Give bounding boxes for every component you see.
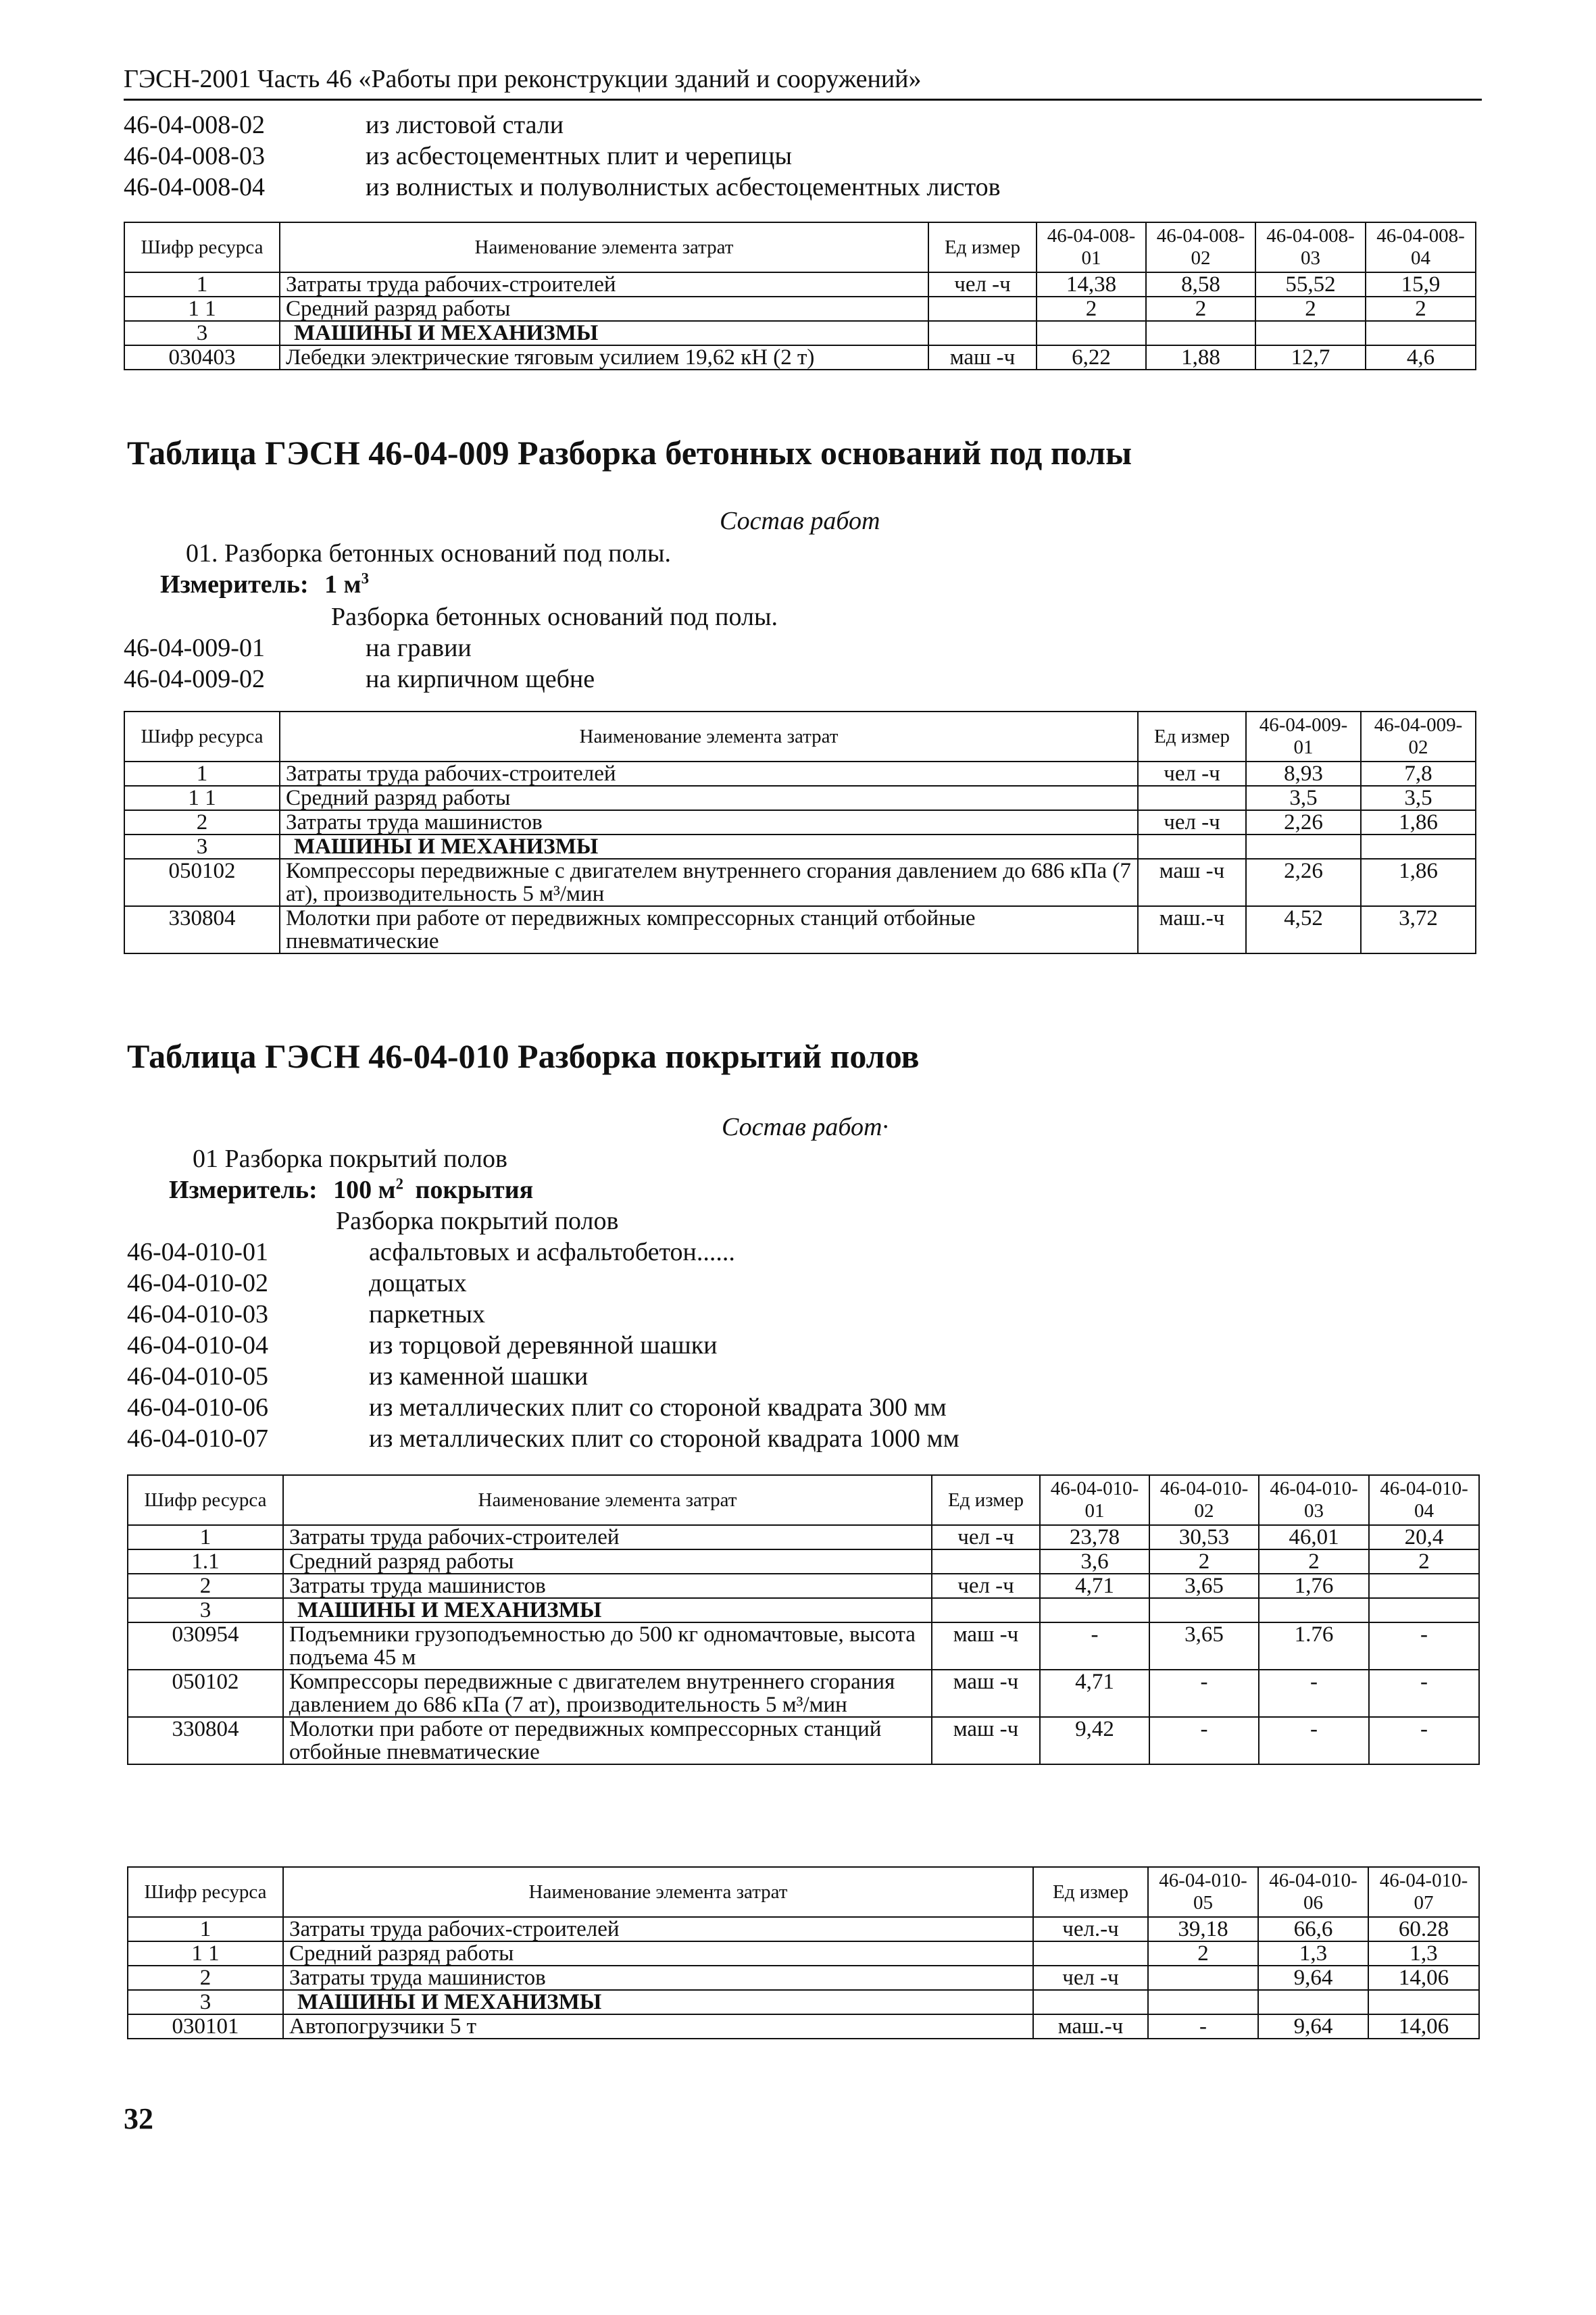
cell-value: 14,38 [1037,272,1146,297]
group-title: Разборка бетонных оснований под полы. [331,603,778,631]
cell-value: - [1369,1717,1479,1764]
cell-value: 1.76 [1259,1622,1369,1670]
cell-unit [1138,786,1246,810]
table-row [128,1549,1479,1574]
col-header-unit: Ед измер [932,1475,1040,1525]
cell-name: МАШИНЫ И МЕХАНИЗМЫ [280,321,928,345]
cell-value: 60.28 [1368,1917,1479,1941]
col-header-norm: 46-04-009-02 [1361,712,1476,762]
col-header-norm: 46-04-010-03 [1259,1475,1369,1525]
composition-item: 01. Разборка бетонных оснований под полы. [186,539,671,568]
measure-line [169,1174,533,1205]
col-header-norm: 46-04-008-04 [1366,222,1476,272]
cell-unit: чел -ч [932,1525,1040,1549]
cell-value: - [1259,1670,1369,1717]
code-row [124,109,1001,141]
cell-unit: чел -ч [928,272,1037,297]
cell-value: - [1369,1670,1479,1717]
code-text: из асбестоцементных плит и черепицы [366,142,793,170]
cell-unit: маш.-ч [1033,2014,1148,2039]
cell-value: - [1149,1670,1259,1717]
cell-value: 4,71 [1040,1574,1149,1598]
cell-value: 8,58 [1146,272,1255,297]
cell-value: - [1259,1717,1369,1764]
cell-code: 3 [128,1598,283,1622]
col-header-norm: 46-04-008-02 [1146,222,1255,272]
code-text: из листовой стали [366,111,564,139]
cell-name: Затраты труда рабочих-строителей [280,272,928,297]
code-row [127,1330,959,1361]
code-row [127,1361,959,1392]
measure-sup: 2 [395,1175,403,1193]
section-title-009: Таблица ГЭСН 46-04-009 Разборка бетонных оснований под полы [127,434,1132,472]
table-row [124,762,1476,786]
cell-unit: чел -ч [932,1574,1040,1598]
cell-value [1149,1598,1259,1622]
cell-code: 050102 [124,859,280,906]
cell-code: 1 [128,1917,283,1941]
col-header-code: Шифр ресурса [128,1867,283,1917]
code-row [127,1237,959,1268]
table-row [128,1717,1479,1764]
resource-table-010-a [127,1474,1480,1765]
col-header-code: Шифр ресурса [124,222,280,272]
cell-value: 20,4 [1369,1525,1479,1549]
table-row [124,859,1476,906]
cell-code: 030954 [128,1622,283,1670]
col-header-norm: 46-04-010-02 [1149,1475,1259,1525]
code-text: на кирпичном щебне [366,665,595,693]
cell-value: 4,6 [1366,345,1476,370]
cell-value: 2 [1037,297,1146,321]
cell-value: 3,5 [1361,786,1476,810]
cell-name: Средний разряд работы [283,1549,932,1574]
code-row [124,141,1001,172]
cell-name: Затраты труда рабочих-строителей [280,762,1138,786]
cell-value: 9,64 [1258,1966,1368,1990]
cell-unit: маш -ч [932,1717,1040,1764]
cell-code: 330804 [128,1717,283,1764]
code-label: 46-04-008-04 [124,173,265,201]
cell-name: МАШИНЫ И МЕХАНИЗМЫ [283,1598,932,1622]
col-header-name: Наименование элемента затрат [280,222,928,272]
cell-value: 1,76 [1259,1574,1369,1598]
code-text: на гравии [366,634,472,662]
col-header-name: Наименование элемента затрат [283,1475,932,1525]
table-row [124,345,1476,370]
cell-value [1259,1598,1369,1622]
code-label: 46-04-009-02 [124,665,265,693]
cell-name: Компрессоры передвижные с двигателем внутреннего сгорания давлением до 686 кПа (7 ат), производительность 5 м³/мин [280,859,1138,906]
cell-value [1258,1990,1368,2014]
cell-value: 2 [1366,297,1476,321]
measure-sup: 3 [361,570,369,587]
cell-value: 9,64 [1258,2014,1368,2039]
cell-name: Затраты труда рабочих-строителей [283,1525,932,1549]
cell-code: 1 1 [128,1941,283,1966]
cell-value: 6,22 [1037,345,1146,370]
cell-value: 2 [1148,1941,1258,1966]
cell-value: 1,86 [1361,810,1476,835]
code-label: 46-04-008-02 [124,111,265,139]
cell-name: МАШИНЫ И МЕХАНИЗМЫ [280,835,1138,859]
cell-value: 1,88 [1146,345,1255,370]
cell-unit: маш.-ч [1138,906,1246,953]
cell-name: Лебедки электрические тяговым усилием 19,62 кН (2 т) [280,345,928,370]
col-header-code: Шифр ресурса [128,1475,283,1525]
cell-value [1366,321,1476,345]
table-row [128,1525,1479,1549]
cell-value: 8,93 [1246,762,1361,786]
code-row [127,1392,959,1423]
code-label: 46-04-009-01 [124,634,265,662]
cell-value: 66,6 [1258,1917,1368,1941]
code-row [127,1268,959,1299]
code-text: дощатых [369,1269,467,1297]
code-text: из волнистых и полуволнистых асбестоцементных листов [366,173,1001,201]
cell-unit [932,1549,1040,1574]
cell-name: Средний разряд работы [280,297,928,321]
cell-value: 2 [1146,297,1255,321]
col-header-code: Шифр ресурса [124,712,280,762]
code-label: 46-04-010-07 [127,1424,268,1453]
code-row [124,664,595,695]
cell-value [1146,321,1255,345]
cell-unit [1138,835,1246,859]
cell-unit: маш -ч [932,1670,1040,1717]
cell-value: 9,42 [1040,1717,1149,1764]
table-row [124,272,1476,297]
table-row [128,1574,1479,1598]
cell-value: 3,6 [1040,1549,1149,1574]
cell-value: 2,26 [1246,859,1361,906]
cell-name: Затраты труда машинистов [283,1966,1033,1990]
cell-value: 1,86 [1361,859,1476,906]
cell-value: 3,65 [1149,1574,1259,1598]
cell-value [1255,321,1366,345]
col-header-norm: 46-04-010-07 [1368,1867,1479,1917]
table-row [128,1990,1479,2014]
table-row [128,1622,1479,1670]
cell-name: Затраты труда рабочих-строителей [283,1917,1033,1941]
measure-tail: покрытия [415,1176,534,1204]
cell-unit [928,321,1037,345]
code-text: из торцовой деревянной шашки [369,1331,718,1360]
code-row [124,632,595,664]
cell-value: 1,3 [1258,1941,1368,1966]
cell-value: 3,65 [1149,1622,1259,1670]
cell-code: 1 [124,762,280,786]
section-title-010: Таблица ГЭСН 46-04-010 Разборка покрытий полов [127,1037,920,1075]
cell-value [1148,1966,1258,1990]
codes-list-008 [124,109,1001,203]
cell-value [1369,1598,1479,1622]
cell-name: Молотки при работе от передвижных компрессорных станций отбойные пневматические [283,1717,932,1764]
cell-value [1040,1598,1149,1622]
resource-table-009 [124,711,1476,954]
code-label: 46-04-010-01 [127,1238,268,1266]
col-header-norm: 46-04-010-01 [1040,1475,1149,1525]
cell-unit [1033,1990,1148,2014]
cell-value: 2 [1369,1549,1479,1574]
cell-code: 3 [128,1990,283,2014]
table-row [124,906,1476,953]
cell-name: Средний разряд работы [283,1941,1033,1966]
cell-unit: маш -ч [928,345,1037,370]
cell-value: 55,52 [1255,272,1366,297]
cell-unit: чел.-ч [1033,1917,1148,1941]
table-row [124,321,1476,345]
table-header-row [124,222,1476,272]
cell-value: 30,53 [1149,1525,1259,1549]
running-header: ГЭСН-2001 Часть 46 «Работы при реконструкции зданий и сооружений» [124,62,1482,101]
cell-name: Молотки при работе от передвижных компрессорных станций отбойные пневматические [280,906,1138,953]
measure-value: 100 м [333,1176,396,1204]
cell-unit [1033,1941,1148,1966]
resource-table-010-b [127,1866,1480,2039]
col-header-norm: 46-04-009-01 [1246,712,1361,762]
cell-code: 030403 [124,345,280,370]
code-text: из металлических плит со стороной квадрата 1000 мм [369,1424,959,1453]
cell-name: Автопогрузчики 5 т [283,2014,1033,2039]
measure-label: Измеритель: [160,570,309,599]
cell-code: 3 [124,321,280,345]
code-row [127,1423,959,1454]
cell-value [1148,1990,1258,2014]
resource-table-008 [124,222,1476,370]
cell-value: 7,8 [1361,762,1476,786]
cell-value: - [1040,1622,1149,1670]
cell-value [1368,1990,1479,2014]
cell-code: 330804 [124,906,280,953]
codes-list-009 [124,632,595,695]
cell-code: 1 [128,1525,283,1549]
cell-name: МАШИНЫ И МЕХАНИЗМЫ [283,1990,1033,2014]
cell-value: 3,72 [1361,906,1476,953]
code-label: 46-04-010-05 [127,1362,268,1391]
code-label: 46-04-010-04 [127,1331,268,1360]
cell-value [1369,1574,1479,1598]
cell-name: Средний разряд работы [280,786,1138,810]
cell-name: Затраты труда машинистов [283,1574,932,1598]
cell-value [1246,835,1361,859]
measure-value: 1 м [324,570,361,599]
composition-item: 01 Разборка покрытий полов [193,1145,507,1173]
cell-value: 2 [1149,1549,1259,1574]
code-text: асфальтовых и асфальтобетон...... [369,1238,735,1266]
code-row [124,172,1001,203]
cell-value: 15,9 [1366,272,1476,297]
code-label: 46-04-010-03 [127,1300,268,1328]
col-header-name: Наименование элемента затрат [280,712,1138,762]
cell-name: Подъемники грузоподъемностью до 500 кг одномачтовые, высота подъема 45 м [283,1622,932,1670]
table-header-row [128,1867,1479,1917]
cell-unit [932,1598,1040,1622]
col-header-norm: 46-04-010-05 [1148,1867,1258,1917]
col-header-norm: 46-04-010-04 [1369,1475,1479,1525]
cell-value [1037,321,1146,345]
cell-unit: чел -ч [1138,762,1246,786]
cell-name: Затраты труда машинистов [280,810,1138,835]
cell-code: 1 1 [124,297,280,321]
cell-value: 39,18 [1148,1917,1258,1941]
table-row [128,1941,1479,1966]
composition-label: Состав работ [720,507,880,535]
cell-value: 2 [1259,1549,1369,1574]
table-row [128,1670,1479,1717]
code-label: 46-04-010-06 [127,1393,268,1422]
table-row [124,835,1476,859]
table-row [128,1598,1479,1622]
cell-value: 12,7 [1255,345,1366,370]
cell-unit: чел -ч [1138,810,1246,835]
table-row [128,1966,1479,1990]
col-header-unit: Ед измер [1138,712,1246,762]
cell-code: 2 [128,1966,283,1990]
cell-unit: чел -ч [1033,1966,1148,1990]
table-row [124,810,1476,835]
col-header-norm: 46-04-008-03 [1255,222,1366,272]
code-text: паркетных [369,1300,486,1328]
cell-unit: маш -ч [932,1622,1040,1670]
table-row [124,297,1476,321]
table-header-row [128,1475,1479,1525]
cell-value [1361,835,1476,859]
code-text: из металлических плит со стороной квадрата 300 мм [369,1393,947,1422]
col-header-unit: Ед измер [928,222,1037,272]
measure-label: Измеритель: [169,1176,318,1204]
code-label: 46-04-010-02 [127,1269,268,1297]
cell-value: 14,06 [1368,1966,1479,1990]
col-header-name: Наименование элемента затрат [283,1867,1033,1917]
group-title: Разборка покрытий полов [336,1207,619,1235]
cell-code: 1.1 [128,1549,283,1574]
cell-value: - [1149,1717,1259,1764]
cell-value: 1,3 [1368,1941,1479,1966]
cell-value: 46,01 [1259,1525,1369,1549]
cell-code: 030101 [128,2014,283,2039]
cell-value: 2,26 [1246,810,1361,835]
cell-value: 4,71 [1040,1670,1149,1717]
table-row [124,786,1476,810]
cell-code: 2 [128,1574,283,1598]
cell-code: 2 [124,810,280,835]
cell-unit [928,297,1037,321]
measure-line [160,569,369,600]
code-text: из каменной шашки [369,1362,589,1391]
codes-list-010 [127,1237,959,1454]
col-header-norm: 46-04-010-06 [1258,1867,1368,1917]
cell-value: - [1369,1622,1479,1670]
cell-value: 23,78 [1040,1525,1149,1549]
code-row [127,1299,959,1330]
table-header-row [124,712,1476,762]
composition-label: Состав работ· [722,1113,889,1141]
cell-value: 4,52 [1246,906,1361,953]
cell-value: 2 [1255,297,1366,321]
cell-unit: маш -ч [1138,859,1246,906]
code-label: 46-04-008-03 [124,142,265,170]
cell-code: 1 [124,272,280,297]
cell-code: 3 [124,835,280,859]
table-row [128,1917,1479,1941]
page-number: 32 [124,2102,153,2135]
cell-value: 14,06 [1368,2014,1479,2039]
table-row [128,2014,1479,2039]
col-header-unit: Ед измер [1033,1867,1148,1917]
cell-value: - [1148,2014,1258,2039]
cell-code: 1 1 [124,786,280,810]
cell-name: Компрессоры передвижные с двигателем внутреннего сгорания давлением до 686 кПа (7 ат), производительность 5 м³/мин [283,1670,932,1717]
col-header-norm: 46-04-008-01 [1037,222,1146,272]
cell-code: 050102 [128,1670,283,1717]
cell-value: 3,5 [1246,786,1361,810]
